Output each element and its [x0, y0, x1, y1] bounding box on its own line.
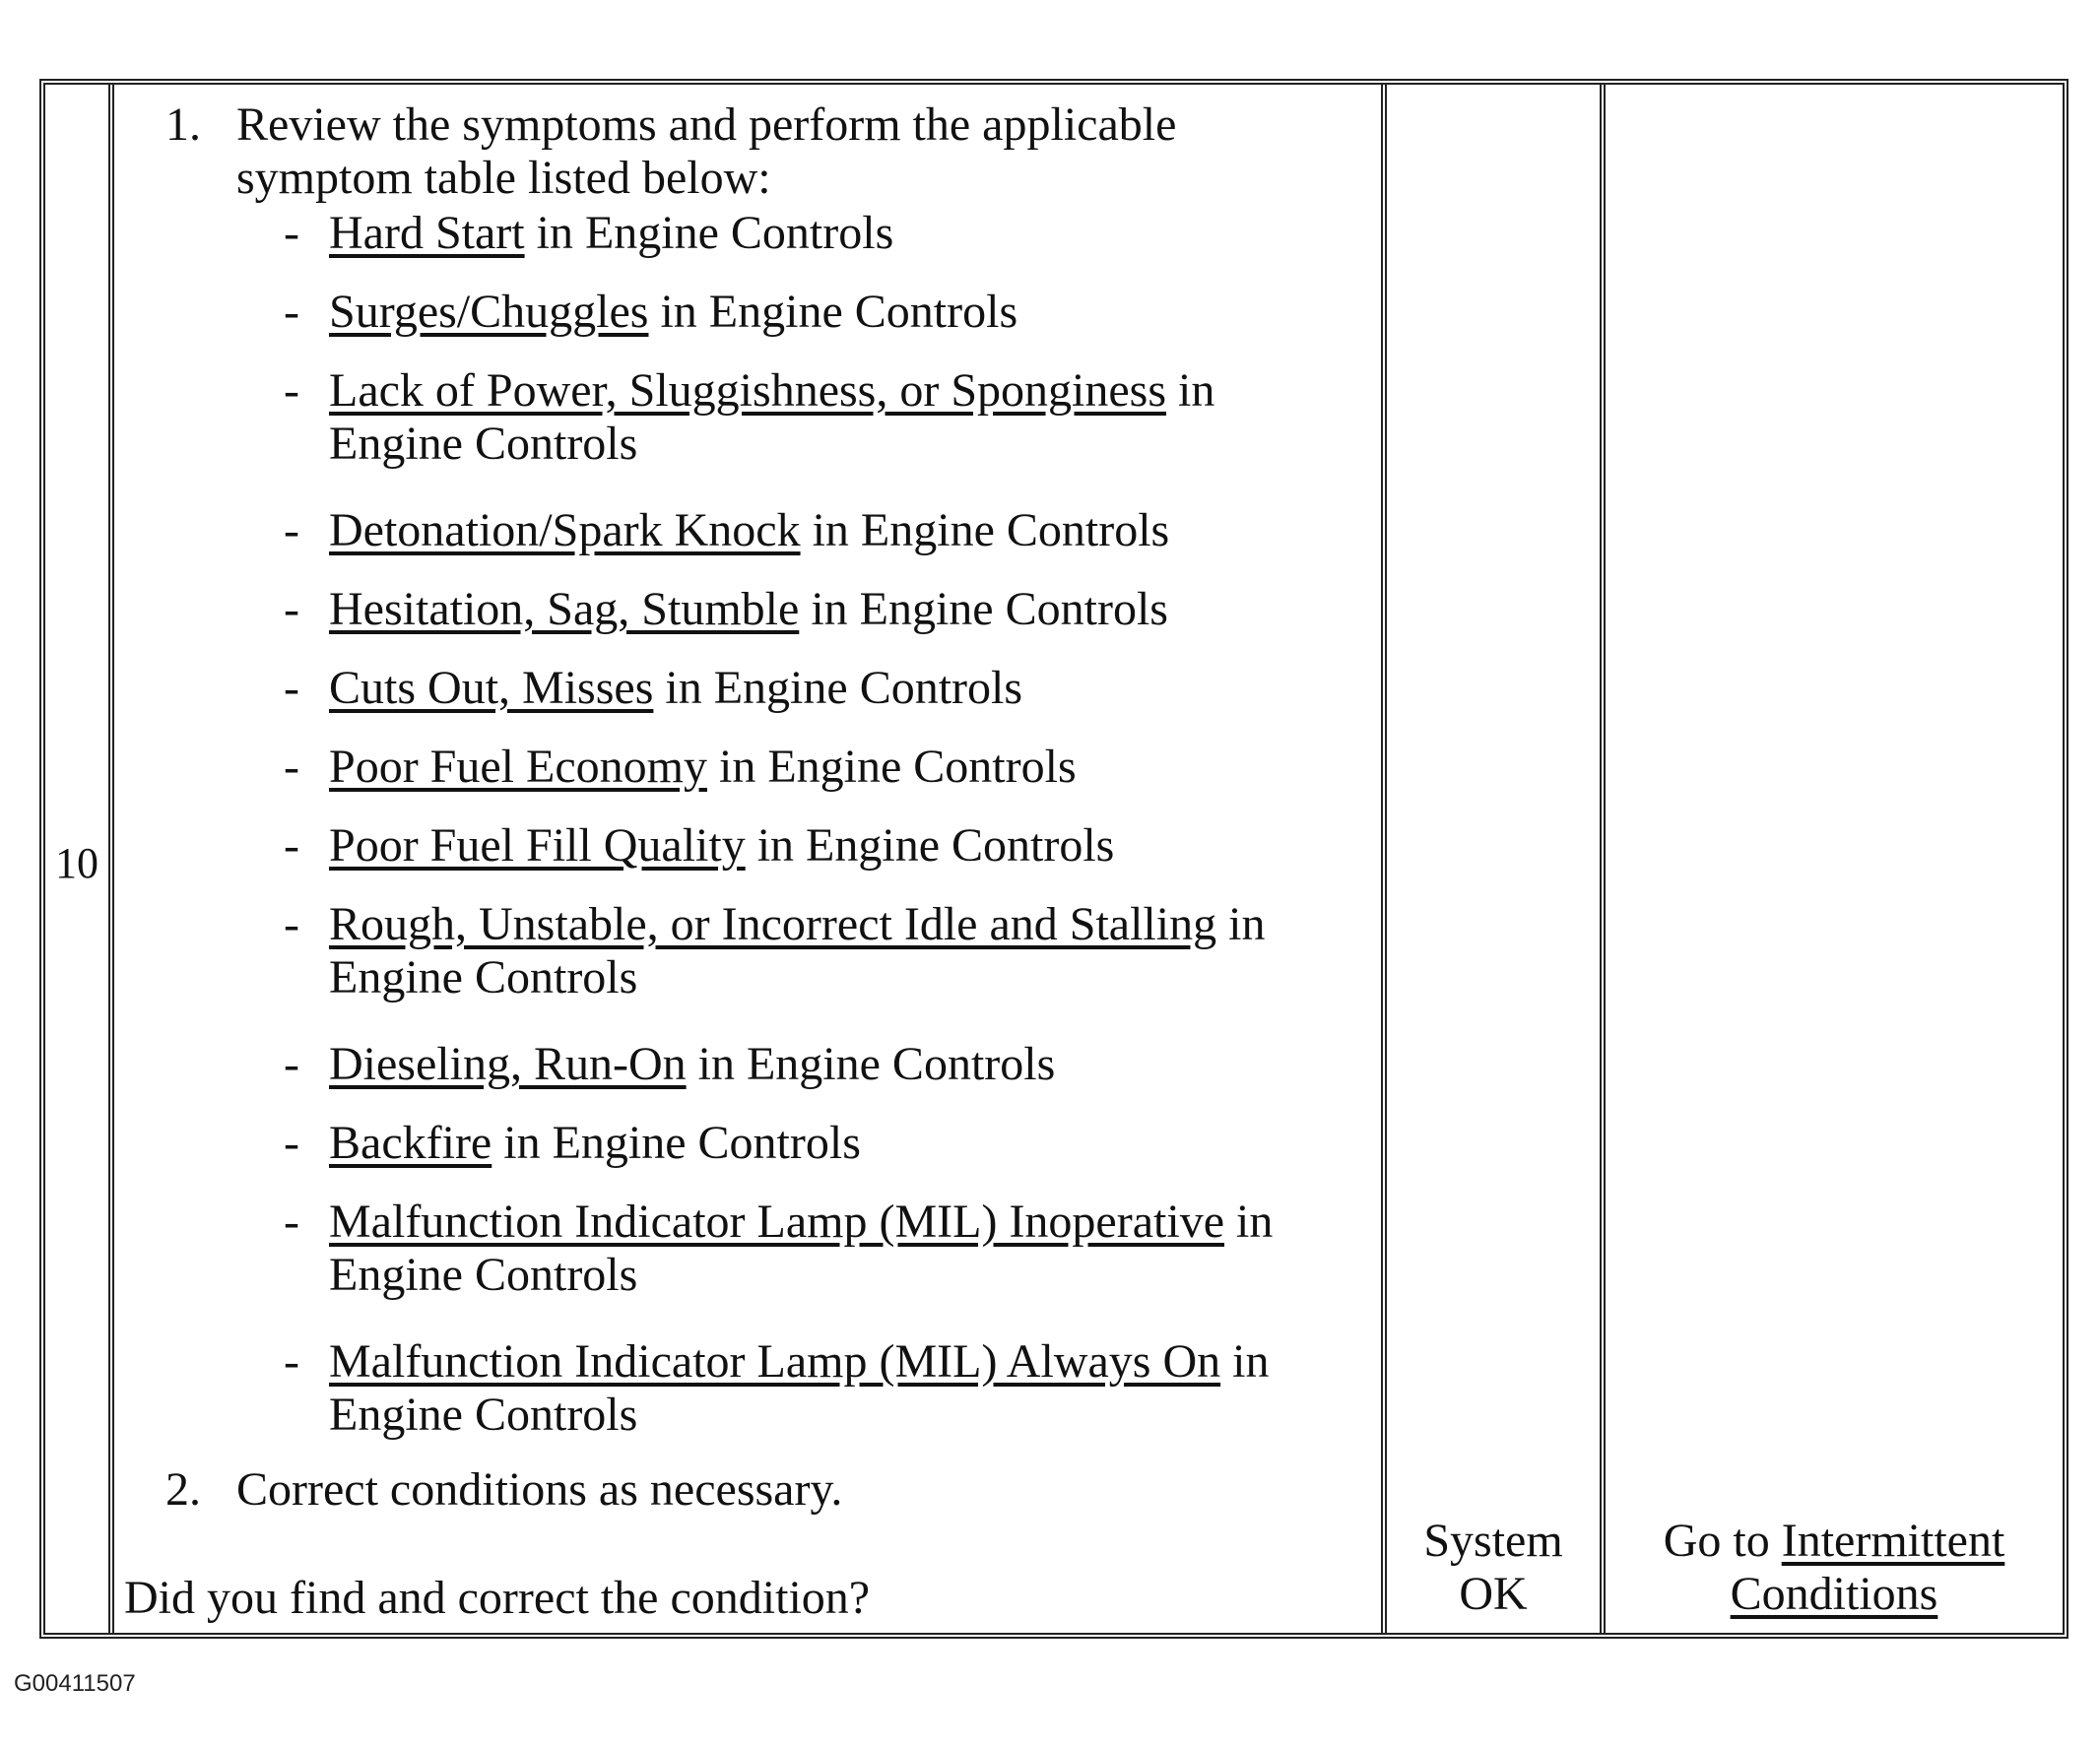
symptom-link-hard-start[interactable]: Hard Start: [329, 207, 525, 259]
symptom-link-detonation[interactable]: Detonation/Spark Knock: [329, 504, 801, 556]
action-cell: [114, 85, 1387, 1633]
list-item: - Poor Fuel Economy in Engine Controls: [284, 741, 1077, 793]
symptom-link-rough-idle[interactable]: Rough, Unstable, or Incorrect Idle and Stalling: [329, 898, 1217, 950]
list-item: - Hard Start in Engine Controls: [284, 207, 894, 259]
list-item: - Malfunction Indicator Lamp (MIL) Inoperative in Engine Controls: [284, 1196, 1274, 1301]
symptom-link-lack-of-power[interactable]: Lack of Power, Sluggishness, or Sponginess: [329, 364, 1167, 417]
symptom-list: [284, 207, 1357, 1475]
yes-result-cell: [1387, 85, 1606, 1633]
list-item: - Dieseling, Run-On in Engine Controls: [284, 1038, 1056, 1090]
item-1-number: 1.: [165, 98, 201, 151]
item-2-number: 2.: [165, 1463, 201, 1516]
item-2-text: Correct conditions as necessary.: [236, 1463, 843, 1516]
symptom-link-poor-fuel-fill[interactable]: Poor Fuel Fill Quality: [329, 819, 746, 872]
list-item: - Detonation/Spark Knock in Engine Controls: [284, 504, 1170, 556]
list-item: - Surges/Chuggles in Engine Controls: [284, 286, 1018, 338]
symptom-link-hesitation[interactable]: Hesitation, Sag, Stumble: [329, 583, 800, 635]
yes-result: System OK: [1423, 1515, 1563, 1620]
symptom-link-mil-inoperative[interactable]: Malfunction Indicator Lamp (MIL) Inoperative: [329, 1196, 1224, 1248]
figure-id: G00411507: [14, 1670, 136, 1697]
symptom-link-mil-always-on[interactable]: Malfunction Indicator Lamp (MIL) Always On: [329, 1335, 1221, 1388]
list-item: - Rough, Unstable, or Incorrect Idle and Stalling in Engine Controls: [284, 898, 1266, 1003]
no-result: Go to Intermittent Conditions: [1663, 1515, 2005, 1620]
list-item: - Lack of Power, Sluggishness, or Sponginess in Engine Controls: [284, 364, 1215, 470]
diagnostic-step-table: [39, 79, 2068, 1639]
list-item: - Malfunction Indicator Lamp (MIL) Always On in Engine Controls: [284, 1335, 1270, 1441]
no-result-cell: [1606, 85, 2063, 1633]
list-item: - Cuts Out, Misses in Engine Controls: [284, 662, 1023, 714]
diagnostic-question: Did you find and correct the condition?: [124, 1572, 871, 1624]
list-item: - Poor Fuel Fill Quality in Engine Controls: [284, 819, 1115, 872]
symptom-link-dieseling[interactable]: Dieseling, Run-On: [329, 1038, 687, 1090]
symptom-link-poor-fuel-economy[interactable]: Poor Fuel Economy: [329, 741, 707, 793]
symptom-link-backfire[interactable]: Backfire: [329, 1117, 492, 1169]
instruction-item-1: [165, 98, 1347, 205]
item-1-text: Review the symptoms and perform the applicable symptom table listed below:: [236, 98, 1177, 204]
intermittent-conditions-link[interactable]: Intermittent Conditions: [1730, 1515, 2005, 1620]
step-number-cell: [45, 85, 114, 1633]
symptom-link-surges-chuggles[interactable]: Surges/Chuggles: [329, 286, 649, 338]
step-number: 10: [55, 839, 98, 887]
symptom-link-cuts-out[interactable]: Cuts Out, Misses: [329, 662, 654, 714]
list-item: - Hesitation, Sag, Stumble in Engine Controls: [284, 583, 1168, 635]
instruction-item-2: [165, 1463, 1347, 1517]
list-item: - Backfire in Engine Controls: [284, 1117, 861, 1169]
